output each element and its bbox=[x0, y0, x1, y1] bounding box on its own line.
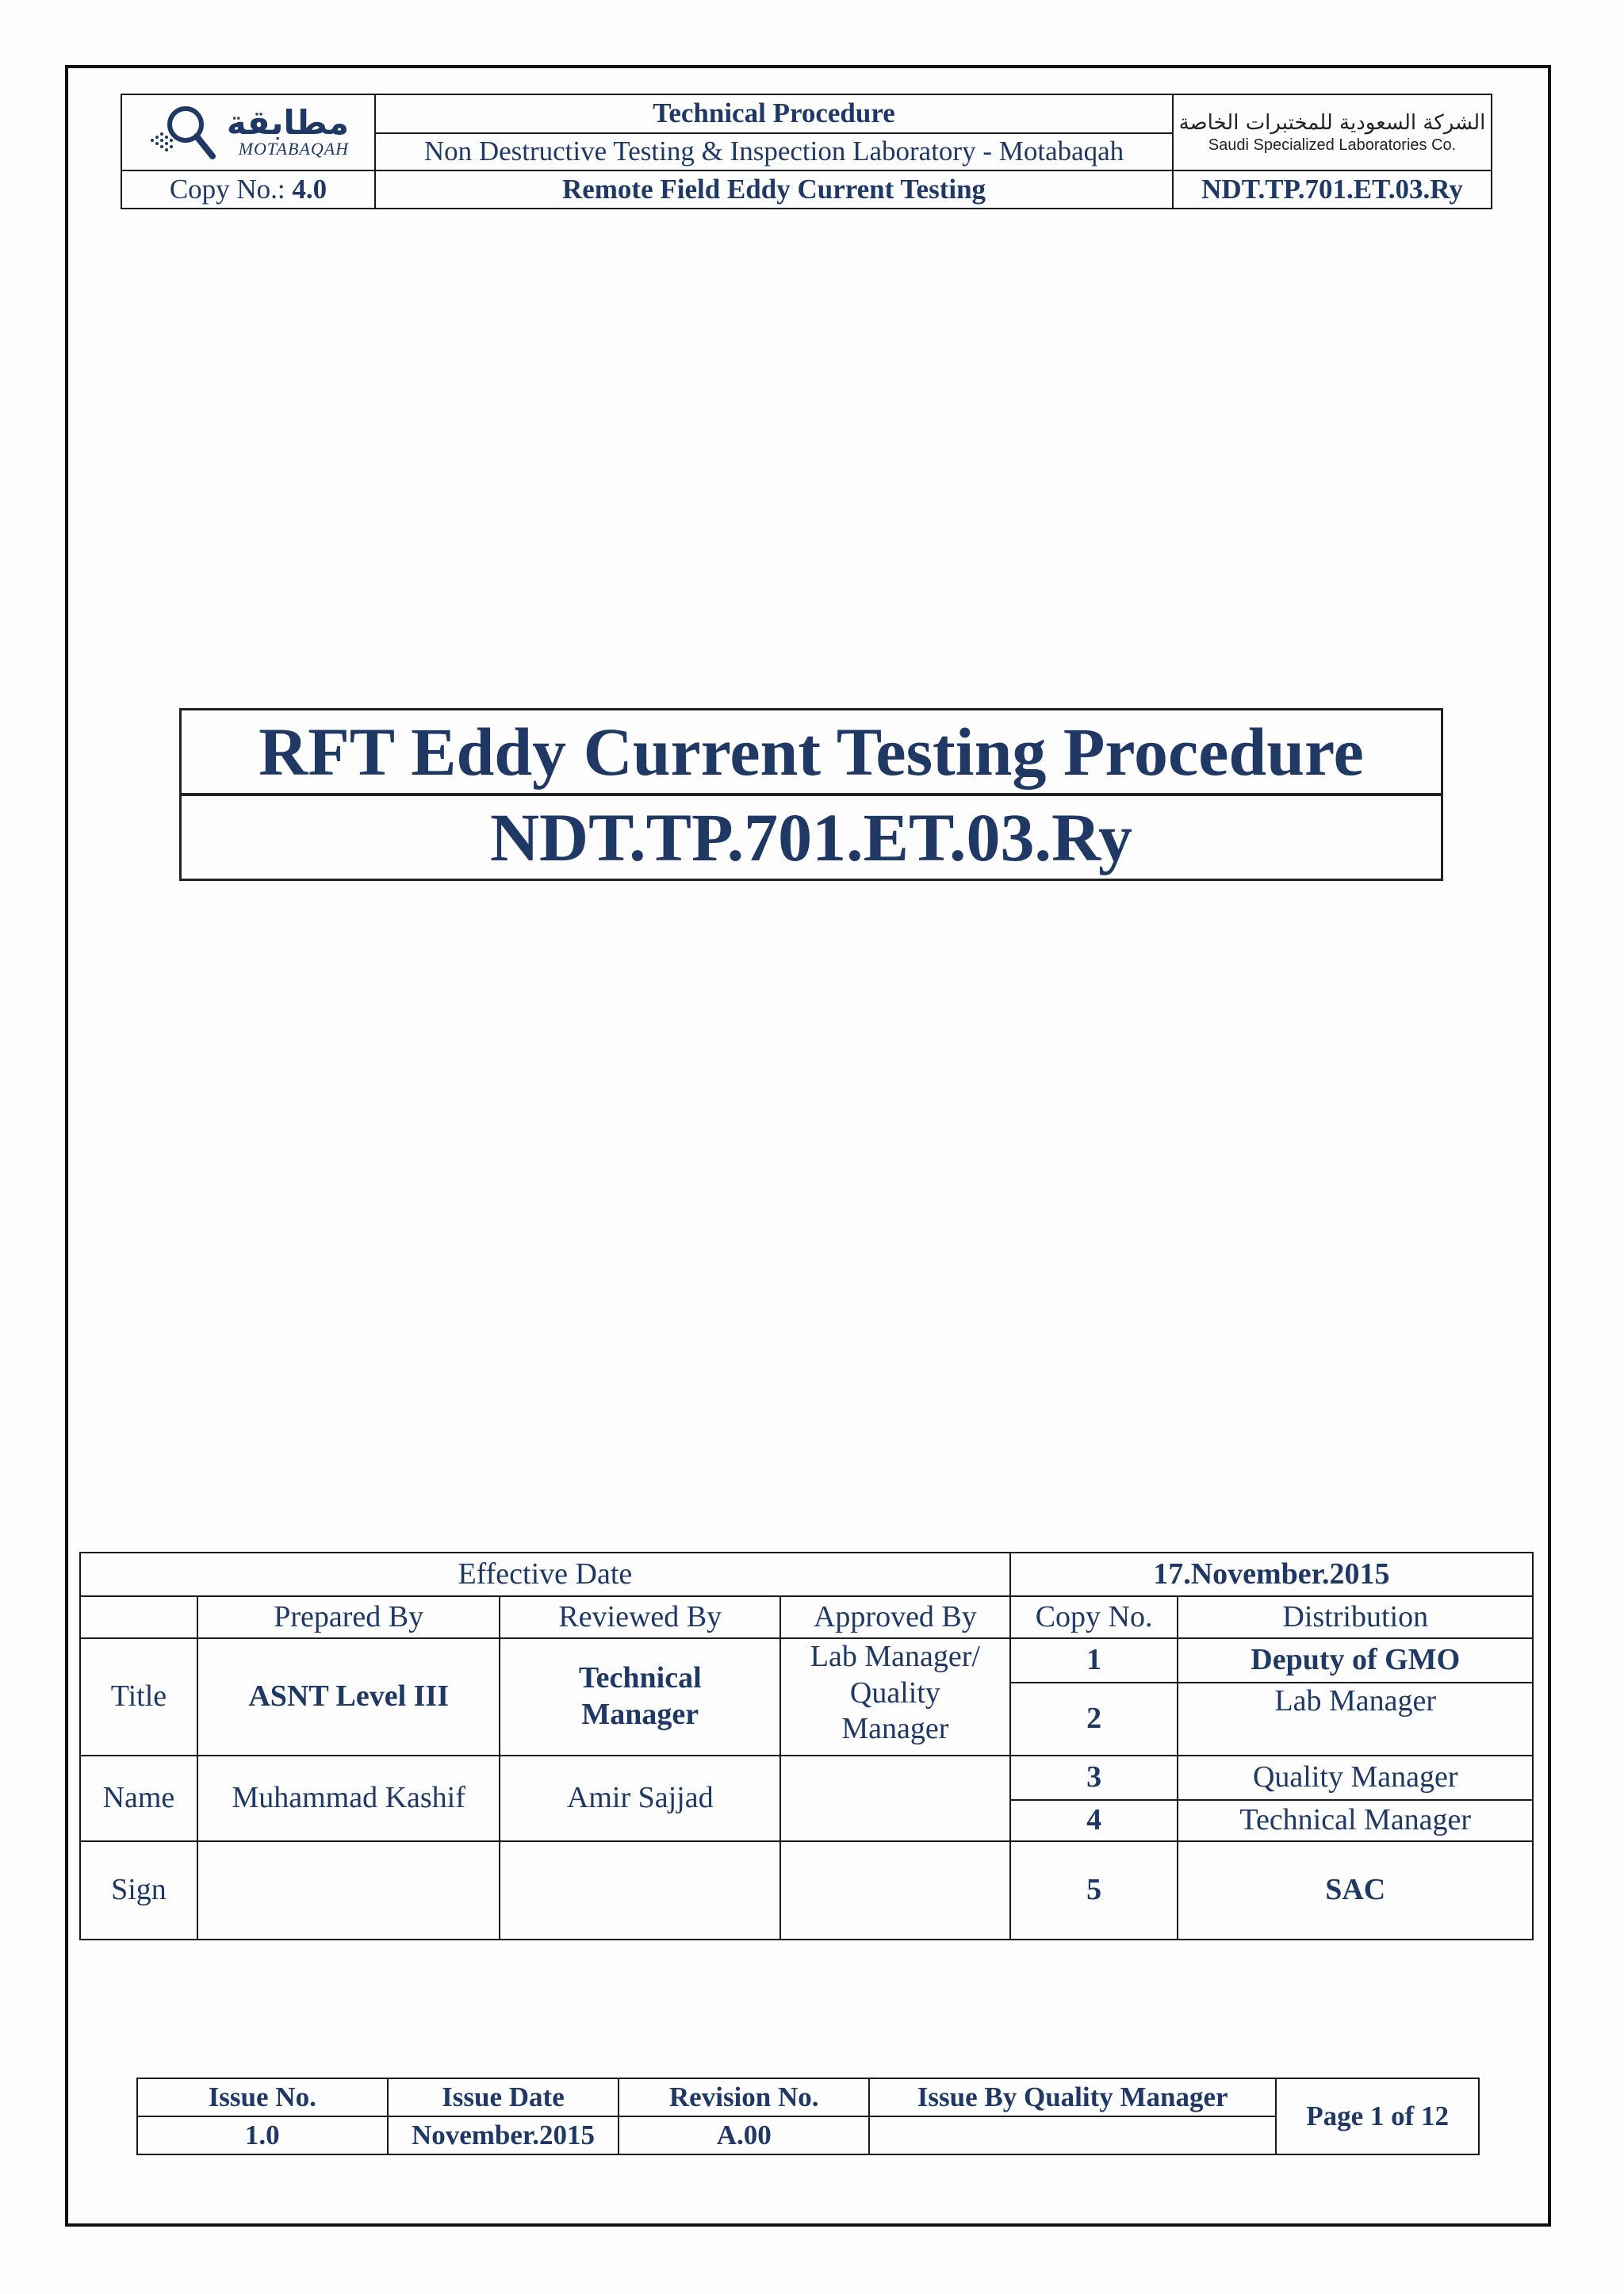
issue-date-value: November.2015 bbox=[388, 2116, 619, 2154]
issue-no-value: 1.0 bbox=[137, 2116, 388, 2154]
distribution-5: SAC bbox=[1178, 1841, 1533, 1940]
distribution-2: Lab Manager bbox=[1178, 1683, 1533, 1756]
approved-sign bbox=[780, 1841, 1010, 1940]
copy-number-2: 2 bbox=[1010, 1683, 1178, 1756]
effective-date-label: Effective Date bbox=[80, 1553, 1010, 1596]
prepared-by-header: Prepared By bbox=[197, 1596, 500, 1638]
company-logo bbox=[1173, 94, 1492, 170]
logo-english-text: MOTABAQAH bbox=[238, 138, 350, 159]
logo-arabic-text: مطابقة bbox=[226, 102, 350, 142]
distribution-3: Quality Manager bbox=[1178, 1756, 1533, 1800]
prepared-title: ASNT Level III bbox=[197, 1638, 500, 1756]
copy-number-4: 4 bbox=[1010, 1800, 1178, 1841]
document-title: RFT Eddy Current Testing Procedure bbox=[259, 714, 1364, 790]
subject: Remote Field Eddy Current Testing bbox=[375, 170, 1173, 209]
reviewed-title-line1: Technical bbox=[578, 1661, 702, 1695]
issue-no-label: Issue No. bbox=[137, 2078, 388, 2116]
distribution-4: Technical Manager bbox=[1178, 1800, 1533, 1841]
approval-table bbox=[79, 1552, 1534, 1940]
copy-number-label: Copy No.: bbox=[169, 173, 285, 205]
copy-number-3: 3 bbox=[1010, 1756, 1178, 1800]
issue-date-label: Issue Date bbox=[388, 2078, 619, 2116]
approved-by-header: Approved By bbox=[780, 1596, 1010, 1638]
document-code-title: NDT.TP.701.ET.03.Ry bbox=[182, 793, 1441, 879]
issued-by-value bbox=[869, 2116, 1276, 2154]
distribution-1: Deputy of GMO bbox=[1178, 1638, 1533, 1683]
motabaqah-logo bbox=[121, 94, 375, 170]
page-number: Page 1 of 12 bbox=[1276, 2078, 1479, 2154]
approved-title-line1: Lab Manager/ bbox=[810, 1640, 980, 1673]
approved-title-line2: Quality bbox=[849, 1676, 940, 1710]
approved-title bbox=[780, 1638, 1010, 1756]
reviewed-by-header: Reviewed By bbox=[500, 1596, 780, 1638]
sign-row-label: Sign bbox=[80, 1841, 197, 1940]
effective-date-value: 17.November.2015 bbox=[1010, 1553, 1533, 1596]
document-header bbox=[121, 94, 1492, 209]
reviewed-sign bbox=[500, 1841, 780, 1940]
reviewed-title-line2: Manager bbox=[581, 1698, 699, 1731]
prepared-name: Muhammad Kashif bbox=[197, 1756, 500, 1841]
issued-by-label: Issue By Quality Manager bbox=[869, 2078, 1276, 2116]
revision-value: A.00 bbox=[619, 2116, 869, 2154]
approved-title-line3: Manager bbox=[841, 1712, 949, 1746]
company-english-text: Saudi Specialized Laboratories Co. bbox=[1208, 136, 1457, 154]
approved-name bbox=[780, 1756, 1010, 1841]
doc-code: NDT.TP.701.ET.03.Ry bbox=[1173, 170, 1492, 209]
revision-label: Revision No. bbox=[619, 2078, 869, 2116]
doc-type: Technical Procedure bbox=[375, 94, 1173, 133]
magnifier-logo-icon bbox=[147, 101, 219, 164]
copy-no-header: Copy No. bbox=[1010, 1596, 1178, 1638]
distribution-header: Distribution bbox=[1178, 1596, 1533, 1638]
copy-number-1: 1 bbox=[1010, 1638, 1178, 1683]
title-row-label: Title bbox=[80, 1638, 197, 1756]
lab-name: Non Destructive Testing & Inspection Laboratory - Motabaqah bbox=[375, 133, 1173, 170]
reviewed-title bbox=[500, 1638, 780, 1756]
company-arabic-text: الشركة السعودية للمختبرات الخاصة bbox=[1178, 111, 1486, 136]
name-row-label: Name bbox=[80, 1756, 197, 1841]
prepared-sign bbox=[197, 1841, 500, 1940]
issue-footer bbox=[136, 2078, 1480, 2155]
reviewed-name: Amir Sajjad bbox=[500, 1756, 780, 1841]
copy-number-value: 4.0 bbox=[292, 173, 327, 205]
copy-number bbox=[121, 170, 375, 209]
copy-number-5: 5 bbox=[1010, 1841, 1178, 1940]
title-box bbox=[179, 708, 1443, 881]
blank-corner-cell bbox=[80, 1596, 197, 1638]
